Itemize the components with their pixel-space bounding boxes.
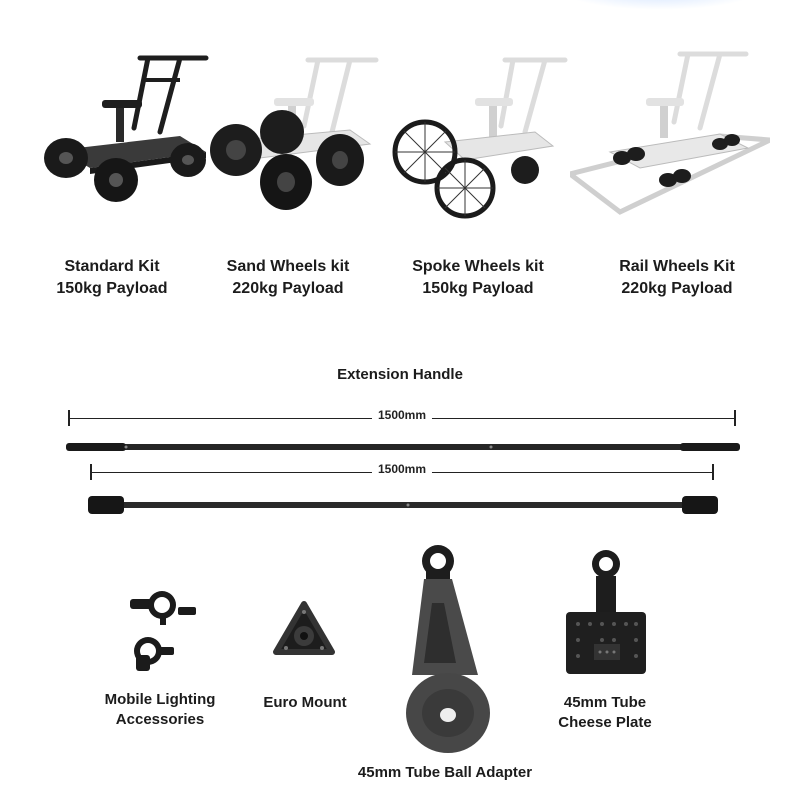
cheese-plate-label-line2: Cheese Plate — [558, 714, 652, 731]
lighting-clamps-icon — [122, 585, 204, 675]
kit-label-spoke — [378, 256, 578, 300]
extension-handle-title: Extension Handle — [337, 366, 463, 383]
extension-handle-grip — [88, 495, 718, 515]
kit-label-standard — [12, 256, 212, 300]
extension-handle-thin — [66, 441, 740, 453]
lighting-accessories-label — [80, 690, 240, 730]
rail-wheels-dolly-icon — [570, 40, 770, 220]
kit-name: Rail Wheels Kit — [619, 258, 735, 275]
cheese-plate-label — [530, 693, 680, 733]
cheese-plate-label-line1: 45mm Tube — [563, 694, 647, 711]
euro-mount-icon — [272, 600, 336, 660]
kit-label-rail — [577, 256, 777, 300]
handle-1-length: 1500mm — [372, 408, 432, 422]
dimension-line-1 — [68, 408, 736, 428]
kit-payload: 220kg Payload — [232, 280, 344, 297]
kit-name: Standard Kit — [64, 258, 160, 275]
sand-wheels-dolly-icon — [200, 40, 400, 220]
tube-ball-adapter-label: 45mm Tube Ball Adapter — [357, 764, 533, 781]
kit-name: Spoke Wheels kit — [412, 258, 544, 275]
top-glow — [560, 0, 760, 10]
kit-label-sand — [188, 256, 388, 300]
kit-payload: 220kg Payload — [621, 280, 733, 297]
kit-payload: 150kg Payload — [56, 280, 168, 297]
spoke-wheels-dolly-icon — [385, 40, 585, 220]
euro-mount-label: Euro Mount — [263, 694, 347, 711]
handle-2-length: 1500mm — [372, 462, 432, 476]
tube-ball-adapter-icon — [398, 543, 496, 755]
cheese-plate-icon — [562, 548, 652, 678]
kit-name: Sand Wheels kit — [226, 258, 350, 275]
kit-payload: 150kg Payload — [422, 280, 534, 297]
lighting-label-line2: Accessories — [115, 711, 205, 728]
lighting-label-line1: Mobile Lighting — [104, 691, 216, 708]
dimension-line-2 — [90, 462, 714, 482]
